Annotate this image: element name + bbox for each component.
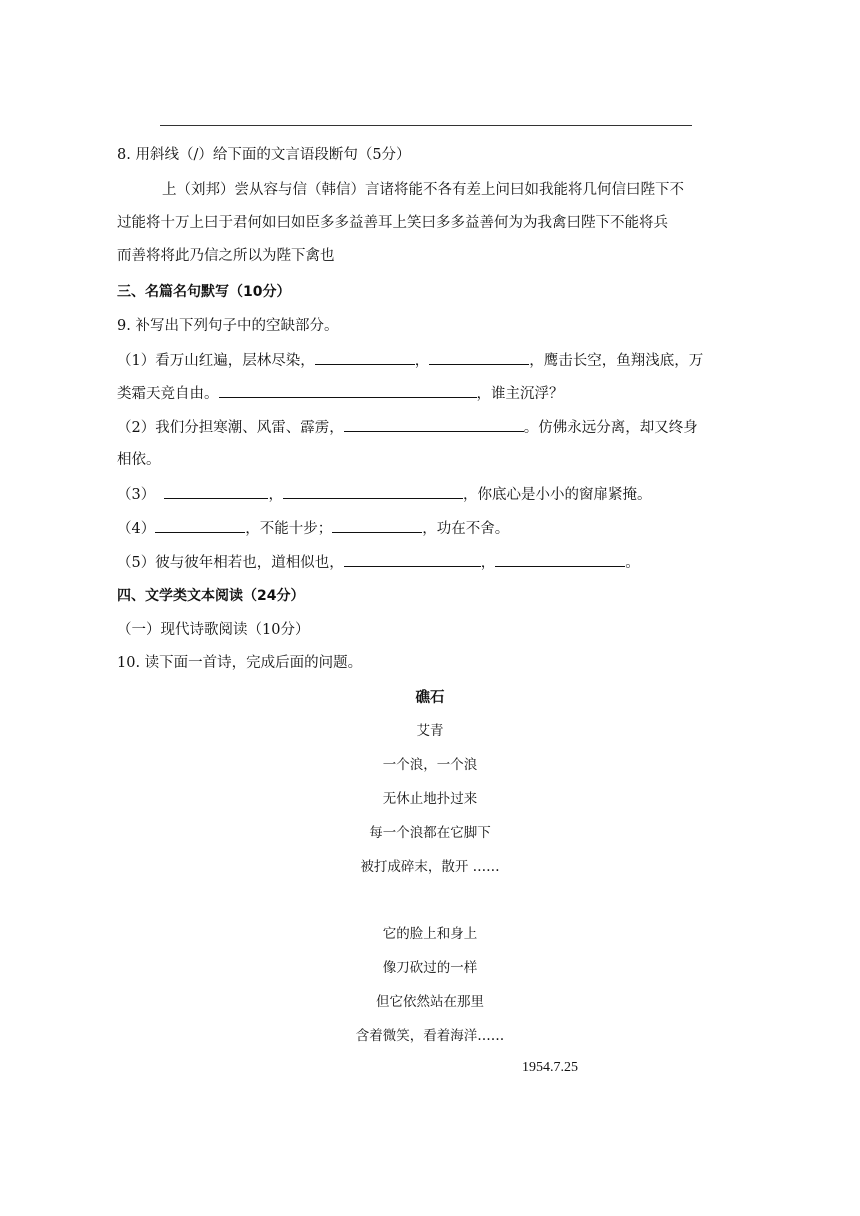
q9-item-4	[117, 518, 509, 539]
q9-item-1-text-e: ，谁主沉浮？	[476, 386, 564, 402]
q9-item-1-line-2	[117, 383, 564, 404]
answer-blank[interactable]	[429, 350, 529, 365]
section-4-heading: 四、文学类文本阅读（24分）	[117, 588, 305, 604]
q9-item-4-text-b: ，不能十步；	[245, 521, 333, 537]
answer-blank[interactable]	[495, 552, 625, 567]
poem-line: 被打成碎末，散开 ……	[360, 859, 500, 875]
q9-item-1-text-d: 类霜天竞自由。	[117, 386, 219, 402]
q9-item-5-text-c: 。	[625, 555, 640, 571]
answer-blank[interactable]	[344, 552, 481, 567]
q9-item-3-text-b: ，	[268, 487, 283, 503]
poem-title: 礁石	[415, 690, 445, 706]
section-3-heading: 三、名篇名句默写（10分）	[117, 284, 291, 300]
q9-item-1-text-b: ，	[414, 353, 430, 369]
poem-author: 艾青	[416, 723, 444, 739]
q9-item-5-text-a: （5）彼与彼年相若也，道相似也，	[117, 555, 344, 571]
poem-line: 一个浪，一个浪	[382, 757, 478, 773]
answer-blank[interactable]	[164, 484, 268, 499]
subsection-1-heading: （一）现代诗歌阅读（10分）	[117, 622, 310, 638]
q9-item-3-text-c: ，你底心是小小的窗扉紧掩。	[462, 487, 652, 503]
poem-line: 每一个浪都在它脚下	[369, 825, 491, 841]
answer-blank[interactable]	[219, 383, 477, 398]
q9-item-2-line-2: 相依。	[117, 452, 161, 468]
q9-item-2-text-a: （2）我们分担寒潮、风雷、霹雳，	[117, 420, 344, 436]
q8-text-line-3: 而善将将此乃信之所以为陛下禽也	[117, 248, 335, 264]
poem-line: 但它依然站在那里	[376, 994, 484, 1010]
q9-heading: 9. 补写出下列句子中的空缺部分。	[117, 318, 339, 334]
answer-blank[interactable]	[315, 350, 415, 365]
q9-item-1-text-a: （1）看万山红遍，层林尽染，	[117, 353, 315, 369]
poem-line: 含着微笑，看着海洋……	[355, 1028, 505, 1044]
poem-line: 无休止地扑过来	[382, 791, 478, 807]
q9-item-1-line-1	[117, 350, 703, 371]
q9-item-2-line-1	[117, 417, 698, 438]
answer-blank[interactable]	[283, 484, 463, 499]
q8-heading: 8. 用斜线（/）给下面的文言语段断句（5分）	[117, 147, 411, 163]
poem-line: 它的脸上和身上	[382, 926, 478, 942]
poem-line: 像刀砍过的一样	[382, 960, 478, 976]
q9-item-3	[117, 484, 651, 505]
q8-text-line-2: 过能将十万上曰于君何如曰如臣多多益善耳上笑曰多多益善何为为我禽曰陛下不能将兵	[117, 215, 668, 231]
q9-item-5-text-b: ，	[480, 555, 496, 571]
q9-item-3-text-a: （3）	[117, 487, 156, 503]
answer-blank[interactable]	[344, 417, 524, 432]
q10-heading: 10. 读下面一首诗，完成后面的问题。	[117, 655, 363, 671]
poem-date: 1954.7.25	[522, 1060, 578, 1075]
top-divider	[160, 125, 692, 126]
q9-item-5	[117, 552, 640, 573]
answer-blank[interactable]	[332, 518, 422, 533]
q9-item-1-text-c: ，鹰击长空，鱼翔浅底，万	[529, 353, 704, 369]
q9-item-4-text-a: （4）	[117, 521, 156, 537]
q8-text-line-1: 上（刘邦）尝从容与信（韩信）言诸将能不各有差上问曰如我能将几何信曰陛下不	[162, 182, 684, 198]
answer-blank[interactable]	[155, 518, 245, 533]
q9-item-2-text-b: 。仿佛永远分离，却又终身	[523, 420, 698, 436]
q9-item-4-text-c: ，功在不舍。	[422, 521, 510, 537]
